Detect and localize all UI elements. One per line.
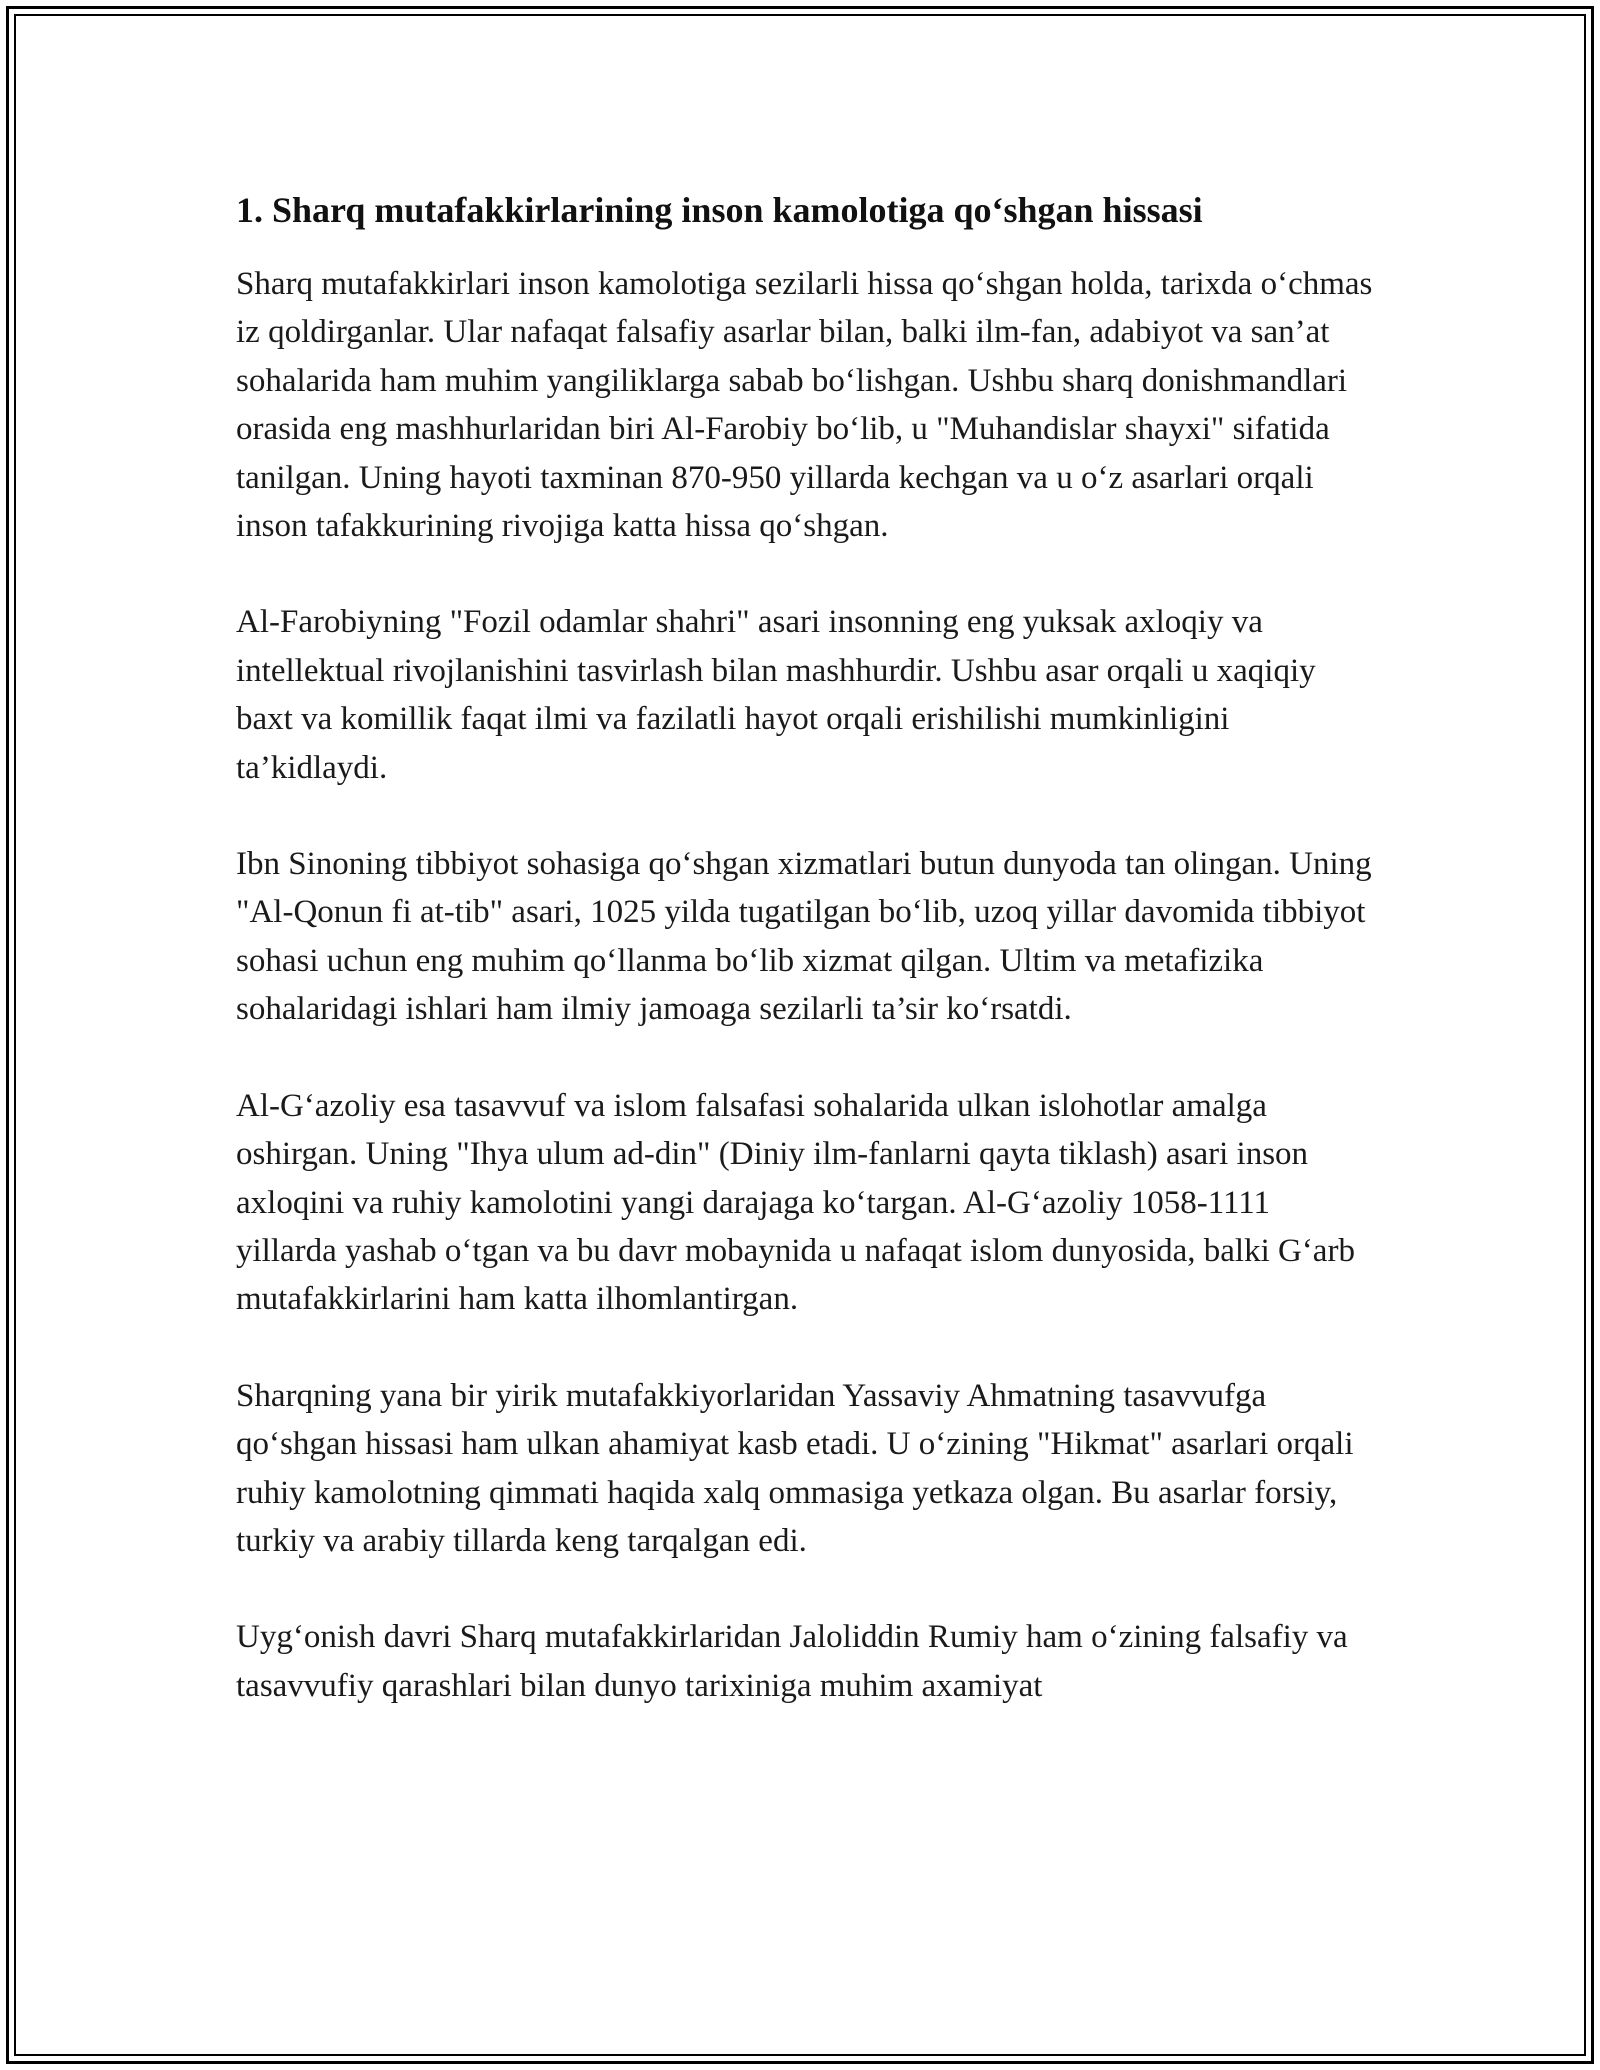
paragraph-al-farobiy-intro: Sharq mutafakkirlari inson kamolotiga sezilarli hissa qo‘shgan holda, tarixda o‘chmas iz qoldirganlar. Ular nafaqat falsafiy asarlar bilan, balki ilm-fan, adabiyot va san’at sohalarida ham muhim yangiliklarga sabab bo‘lishgan. Ushbu sharq donishmandlari orasida eng mashhurlaridan biri Al-Farobiy bo‘lib, u "Muhandislar shayxi" sifatida tanilgan. Uning hayoti taxminan 870-950 yillarda kechgan va u o‘z asarlari orqali inson tafakkurining rivojiga katta hissa qo‘shgan. [236, 266, 1373, 545]
paragraph-al-gazoliy: Al-G‘azoliy esa tasavvuf va islom falsafasi sohalarida ulkan islohotlar amalga oshirgan. Uning "Ihya ulum ad-din" (Diniy ilm-fanlarni qayta tiklash) asari inson axloqini va ruhiy kamolotini yangi darajaga ko‘targan. Al-G‘azoliy 1058-1111 yillarda yashab o‘tgan va bu davr mobaynida u nafaqat islom dunyosida, balki G‘arb mutafakkirlarini ham katta ilhomlantirgan. [236, 1087, 1355, 1318]
paragraph-ibn-sino: Ibn Sinoning tibbiyot sohasiga qo‘shgan xizmatlari butun dunyoda tan olingan. Uning "Al-Qonun fi at-tib" asari, 1025 yilda tugatilgan bo‘lib, uzoq yillar davomida tibbiyot sohasi uchun eng muhim qo‘llanma bo‘lib xizmat qilgan. Ultim va metafizika sohalaridagi ishlari ham ilmiy jamoaga sezilarli ta’sir ko‘rsatdi. [236, 846, 1372, 1028]
paragraph-yassaviy: Sharqning yana bir yirik mutafakkiyorlaridan Yassaviy Ahmatning tasavvufga qo‘shgan hissasi ham ulkan ahamiyat kasb etadi. U o‘zining "Hikmat" asarlari orqali ruhiy kamolotning qimmati haqida xalq ommasiga yetkaza olgan. Bu asarlar forsiy, turkiy va arabiy tillarda keng tarqalgan edi. [236, 1377, 1354, 1559]
document-body [236, 186, 1376, 1758]
paragraph-fozil-odamlar: Al-Farobiyning "Fozil odamlar shahri" asari insonning eng yuksak axloqiy va intellektual rivojlanishini tasvirlash bilan mashhurdir. Ushbu asar orqali u xaqiqiy baxt va komillik faqat ilmi va fazilatli hayot orqali erishilishi mumkinligini ta’kidlaydi. [236, 604, 1316, 786]
paragraph-rumiy: Uyg‘onish davri Sharq mutafakkirlaridan Jaloliddin Rumiy ham o‘zining falsafiy va tasavvufiy qarashlari bilan dunyo tarixiniga muhim axamiyat [236, 1619, 1348, 1704]
section-heading: 1. Sharq mutafakkirlarining inson kamolotiga qo‘shgan hissasi [236, 190, 1203, 230]
